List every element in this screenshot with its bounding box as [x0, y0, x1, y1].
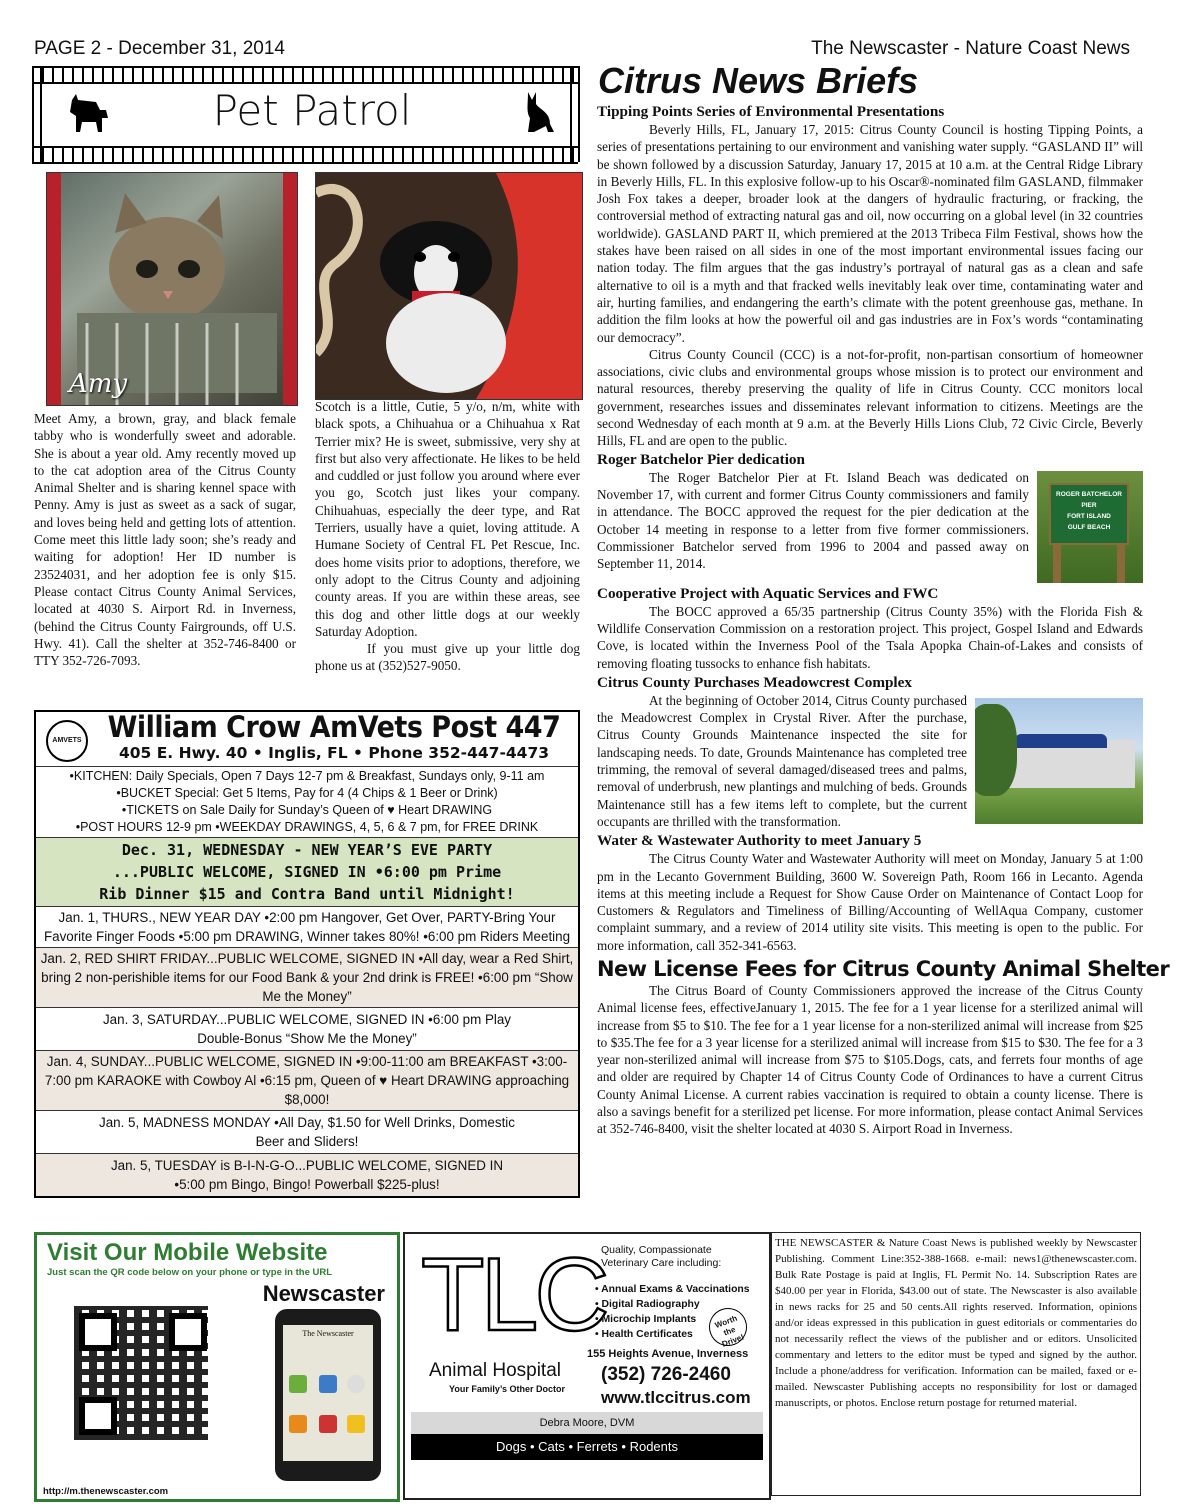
phone-app-icon — [347, 1415, 365, 1433]
tlc-service: • Microchip Implants — [595, 1314, 697, 1325]
amvets-ad — [34, 710, 580, 1198]
publisher-notice — [771, 1232, 1141, 1496]
tlc-intro: Quality, Compassionate Veterinary Care including: — [601, 1244, 722, 1269]
tlc-badge: Worth the Drive! — [704, 1303, 753, 1352]
license-text: The Citrus Board of County Commissioners approved the increase of the Citrus County Animal license fees, effectiveJanuary 1, 2015. The fee for a 1 year license for a sterilized animal will increase from $5 to $10. The fee for a 1 year license for a non-sterilized animal will increase from $25 to $35.The fee for a 3 year license for a sterilized animal will increase from $15 to $30. The fee for a 3 year non-sterilized animal will increase from $75 to $105.Dogs, cats, and ferrets four months of age and older are required by Chapter 14 of Citrus County Code of Ordinances to have a current Citrus County Animal License. A current rabies vaccination is required to obtain a county license. There is also a savings benefit for a sterilized pet license. For more information, please contact Animal Services at 352-746-8400, visit the shelter located at 4030 S. Airport Road in Inverness. — [597, 982, 1143, 1137]
tlc-ad — [403, 1232, 771, 1500]
brief-paragraph: The Citrus County Water and Wastewater Authority will meet on Monday, January 5 at 1:00 pm in the Lecanto Government Building, 3600 W. Sovereign Path, Room 166 in Lecanto. Agenda items at this meeting include a Request for Show Cause Order on Maintenance of Contact Loop for Customers & Regulators and Timeliness of Billing/Accounting of WellAqua Company, customer complaint summary, and a review of 2014 utility site visits. This meeting is open to the public. For more information, call 352-341-6563. — [597, 851, 1143, 953]
amy-photo — [46, 172, 298, 406]
phone-illustration — [275, 1309, 381, 1481]
building-awning — [1015, 734, 1107, 748]
pier-sign-line: PIER — [1081, 501, 1097, 509]
tlc-animals-bar — [411, 1434, 763, 1460]
publisher-text: THE NEWSCASTER & Nature Coast News is published weekly by Newscaster Publishing. Comment Line:352-388-1668. e-mail: news1@thenewscaster.com. Bulk Rate Postage is paid at Inglis, FL Permit No. 14. Subscription Rates are $40.00 per year in Florida, $43.00 out of state. The Newscaster is also available in news racks for 25 and 50 cents.All rights reserved. Information, opinions and/or ideas expressed in this publication in guest editorials or commentaries do not necessarily reflect the views of the publisher and or editors. Unsolicited commentary and letters to the editor must be typed and signed by the author. Include a phone/address for verification. Information can be mailed, faxed or e-mailed. Newscaster Publishing accepts no responsibility for lost or damaged manuscripts, or photos. Enclose return postage for returned material. — [775, 1237, 1137, 1409]
amvets-event: Jan. 3, SATURDAY...PUBLIC WELCOME, SIGNED IN •6:00 pm Play Double-Bonus “Show Me the Money” — [36, 1007, 578, 1050]
pier-sign-post — [1117, 545, 1125, 583]
pier-sign-post — [1053, 545, 1061, 583]
phone-screen-title: The Newscaster — [302, 1329, 354, 1338]
scotch-photo — [315, 172, 583, 400]
pet-patrol-title: Pet Patrol — [212, 86, 412, 135]
tlc-address: 155 Heights Avenue, Inverness — [587, 1348, 749, 1360]
amvets-title: William Crow AmVets Post 447 — [107, 710, 561, 745]
pier-sign-photo — [1037, 471, 1143, 583]
qr-finder — [79, 1313, 117, 1351]
tlc-logo: TLC — [421, 1237, 606, 1353]
amvets-event: Jan. 1, THURS., NEW YEAR DAY •2:00 pm Hangover, Get Over, PARTY-Bring Your Favorite Finger Foods •5:00 pm DRAWING, Winner takes 80%! •6:00 pm Riders Meeting — [36, 906, 578, 947]
amvets-logo: AMVETS — [46, 720, 88, 762]
mobile-website-ad — [34, 1232, 400, 1502]
cat-icon — [520, 88, 560, 136]
mobile-ad-brand: Newscaster — [262, 1281, 385, 1306]
tlc-animals: Dogs • Cats • Ferrets • Rodents — [496, 1439, 678, 1454]
amvets-event: Jan. 5, MADNESS MONDAY •All Day, $1.50 for Well Drinks, Domestic Beer and Sliders! — [36, 1110, 578, 1153]
brief-paragraph: The Roger Batchelor Pier at Ft. Island Beach was dedicated on November 17, with current and former Citrus County commissioners and family in attendance. The BOCC approved the request for the pier dedication at the October 14 meeting in response to a letter from five former commissioners. Commissioner Batchelor served from 1996 to 2004 and passed away on September 11, 2014. — [597, 469, 1029, 572]
dog-photo-illustration — [316, 173, 582, 399]
tlc-tagline: Your Family’s Other Doctor — [449, 1384, 566, 1394]
amvets-intro-line: •TICKETS on Sale Daily for Sunday’s Queen of ♥ Heart DRAWING — [121, 803, 493, 817]
amvets-intro-line: •KITCHEN: Daily Specials, Open 7 Days 12-7 pm & Breakfast, Sundays only, 9-11 am — [69, 769, 545, 783]
page-folio: PAGE 2 - December 31, 2014 — [34, 38, 285, 59]
scotch-text-2: If you must give up your little dog phone us at (352)527-9050. — [315, 641, 580, 674]
nye-line: Rib Dinner $15 and Contra Band until Midnight! — [99, 885, 515, 903]
amvets-address: 405 E. Hwy. 40 • Inglis, FL • Phone 352-447-4473 — [118, 744, 550, 762]
tlc-service: • Annual Exams & Vaccinations — [595, 1284, 750, 1295]
pet-patrol-banner — [32, 66, 582, 166]
amvets-intro-line: •BUCKET Special: Get 5 Items, Pay for 4 (4 Chips & 1 Beer or Drink) — [116, 786, 498, 800]
phone-app-icon — [289, 1375, 307, 1393]
brief-heading: Tipping Points Series of Environmental Presentations — [597, 103, 945, 120]
brief-heading: Roger Batchelor Pier dedication — [597, 450, 805, 468]
chain-border-top — [32, 66, 578, 84]
mobile-ad-subtitle: Just scan the QR code below on your phone or type in the URL — [47, 1267, 333, 1278]
brief-paragraph: The BOCC approved a 65/35 partnership (Citrus County 35%) with the Florida Fish & Wildlife Conservation Commission on a restoration project. This project, Gospel Island and Edwards Cove, is located within the Inverness Pool of the Tsala Apopka Chain-of-Lakes and consists of removing floating tussocks to enhance fish habitats. — [597, 603, 1143, 671]
brief-paragraph: At the beginning of October 2014, Citrus County purchased the Meadowcrest Complex in Crystal River. After the purchase, Citrus County Grounds Maintenance inspected the site for landscaping needs. To date, Grounds Maintenance has completed tree trimming, the removal of several damaged/diseased trees and palms, removal of underbrush, new plantings and mulching of beds. Grounds Maintenance still has a few items left to complete, but the current occupants are thrilled with the transformation. — [597, 692, 967, 829]
amvets-nye-party — [36, 837, 578, 906]
tlc-service: • Health Certificates — [595, 1329, 693, 1340]
publication-name: The Newscaster - Nature Coast News — [811, 38, 1130, 59]
amy-description — [34, 410, 296, 669]
briefs-title: Citrus News Briefs — [598, 60, 919, 101]
pier-sign-line: GULF BEACH — [1067, 523, 1111, 531]
phone-screen — [283, 1325, 373, 1461]
amvets-intro — [36, 766, 578, 837]
license-title: New License Fees for Citrus County Animal Shelter — [597, 956, 1170, 981]
phone-app-icon — [289, 1415, 307, 1433]
chain-border-right — [570, 66, 580, 162]
tlc-doctor-bar — [411, 1412, 763, 1434]
brief-paragraph: Citrus County Council (CCC) is a not-for-profit, non-partisan consortium of homeowner associations, civic clubs and environmental groups whose mission is to protect our environment and natural resources, thereby preserving the quality of life in Citrus County. CCC monitors local government, researches issues and disseminates relevant information to citizens. Meetings are the second Wednesday of each month at 9 a.m. at the Beverly Hills Lions Club, 72 Civic Circle, Beverly Hills, FL and are open to the public. — [597, 346, 1143, 449]
tlc-name: Animal Hospital — [429, 1360, 561, 1381]
briefs-column — [597, 103, 1170, 1138]
meadowcrest-photo — [975, 698, 1143, 824]
amy-caption: Amy — [69, 369, 128, 399]
chain-border-left — [32, 66, 42, 162]
amvets-event: Jan. 4, SUNDAY...PUBLIC WELCOME, SIGNED IN •9:00-11:00 am BREAKFAST •3:00-7:00 pm KARAOKE with Cowboy Al •6:15 pm, Queen of ♥ Heart DRAWING approaching $8,000! — [36, 1050, 578, 1110]
tlc-phone: (352) 726-2460 — [601, 1364, 731, 1385]
pier-sign-board — [1049, 483, 1129, 545]
pier-sign-line: FORT ISLAND — [1067, 512, 1111, 520]
phone-app-icon — [319, 1375, 337, 1393]
nye-line: ...PUBLIC WELCOME, SIGNED IN •6:00 pm Prime — [112, 863, 502, 881]
tlc-web[interactable]: www.tlccitrus.com — [601, 1388, 751, 1407]
qr-finder — [169, 1313, 207, 1351]
amvets-event: Jan. 2, RED SHIRT FRIDAY...PUBLIC WELCOME, SIGNED IN •All day, wear a Red Shirt, bring 2 non-perishible items for our Food Bank & your 2nd drink is FREE! •6:00 pm “Show Me the Money” — [36, 947, 578, 1007]
nye-line: Dec. 31, WEDNESDAY - NEW YEAR’S EVE PARTY — [121, 841, 493, 859]
brief-heading: Citrus County Purchases Meadowcrest Complex — [597, 673, 912, 691]
brief-heading: Cooperative Project with Aquatic Services and FWC — [597, 584, 939, 602]
mobile-ad-title: Visit Our Mobile Website — [47, 1239, 328, 1266]
amvets-header — [36, 712, 578, 766]
chain-border-bottom — [32, 146, 578, 164]
phone-app-icon — [347, 1375, 365, 1393]
scotch-text: Scotch is a little, Cutie, 5 y/o, n/m, white with black spots, a Chihuahua or a Chihuahua x Rat Terrier mix? He is sweet, submissive, very shy at first but also very affectionate. He likes to be held and cuddled or just follow you around where ever you go, Scotch just likes your company. Chihuahuas, especially the deer type, and Rat Terriers, usually have a quiet, loving attitude. A Humane Society of Central FL Pet Rescue, Inc. does home visits prior to adoptions, therefore, we only adopt to the Citrus County and adjoining county areas. If you are within these areas, see this dog and other little dogs at our weekly Saturday Adoption. — [315, 399, 580, 639]
mobile-ad-url[interactable]: http://m.thenewscaster.com — [43, 1486, 169, 1497]
tlc-service: • Digital Radiography — [595, 1299, 700, 1310]
amy-text: Meet Amy, a brown, gray, and black female tabby who is wonderfully sweet and adorable. She is about a year old. Amy recently moved up to the cat adoption area of the Citrus County Animal Shelter and is sharing kennel space with Penny. Amy is just as sweet as a sack of sugar, and loves being held and getting lots of attention. Come meet this little lady soon; she’s ready and waiting for adoption! Her ID number is 23524031, and her adoption fee is only $15. Please contact Citrus County Animal Services, located at 4030 S. Airport Rd. in Inverness, (behind the Citrus County Fairgrounds, off U.S. Hwy. 41). Call the shelter at 352-746-8400 or TTY 352-726-7093. — [34, 411, 296, 669]
brief-heading: Water & Wastewater Authority to meet January 5 — [597, 832, 922, 850]
qr-finder — [79, 1397, 117, 1435]
tlc-doctor: Debra Moore, DVM — [539, 1417, 635, 1429]
scottie-dog-icon — [66, 92, 112, 136]
phone-app-icon — [319, 1415, 337, 1433]
amvets-event: Jan. 5, TUESDAY is B-I-N-G-O...PUBLIC WELCOME, SIGNED IN •5:00 pm Bingo, Bingo! Powerball $225-plus! — [36, 1153, 578, 1196]
scotch-description — [315, 398, 580, 675]
amvets-intro-line: •POST HOURS 12-9 pm •WEEKDAY DRAWINGS, 4, 5, 6 & 7 pm, for FREE DRINK — [75, 820, 539, 834]
tree — [975, 704, 1017, 796]
pier-sign-line: ROGER BATCHELOR — [1056, 490, 1122, 498]
brief-paragraph: Beverly Hills, FL, January 17, 2015: Citrus County Council is hosting Tipping Points, a series of presentations pertaining to our environment and vanishing water supply. “GASLAND II” will be shown followed by a discussion Saturday, January 17, 2015 at 10 a.m. at the Central Ridge Library in Beverly Hills, FL. In this explosive follow-up to his Oscar®-nominated film GASLAND, filmmaker Josh Fox takes a deeper, broader look at the dangers of hydraulic fracturing, or fracking, the controversial method of extracting natural gas and oil, now occurring on a global level (in 32 countries worldwide). GASLAND PART II, which premiered at the 2013 Tribeca Film Festival, shows how the stakes have been raised on all sides in one of the most important environmental issues facing our nation today. The film argues that the gas industry’s portrayal of natural gas as a clean and safe alternative to oil is a myth and that fracked wells inevitably leak over time, contaminating water and air, hurting families, and endangering the earth’s climate with the potent greenhouse gas, methane. In addition the film looks at how the powerful oil and gas industries are in Fox’s words “contaminating our democracy”. — [597, 122, 1143, 345]
